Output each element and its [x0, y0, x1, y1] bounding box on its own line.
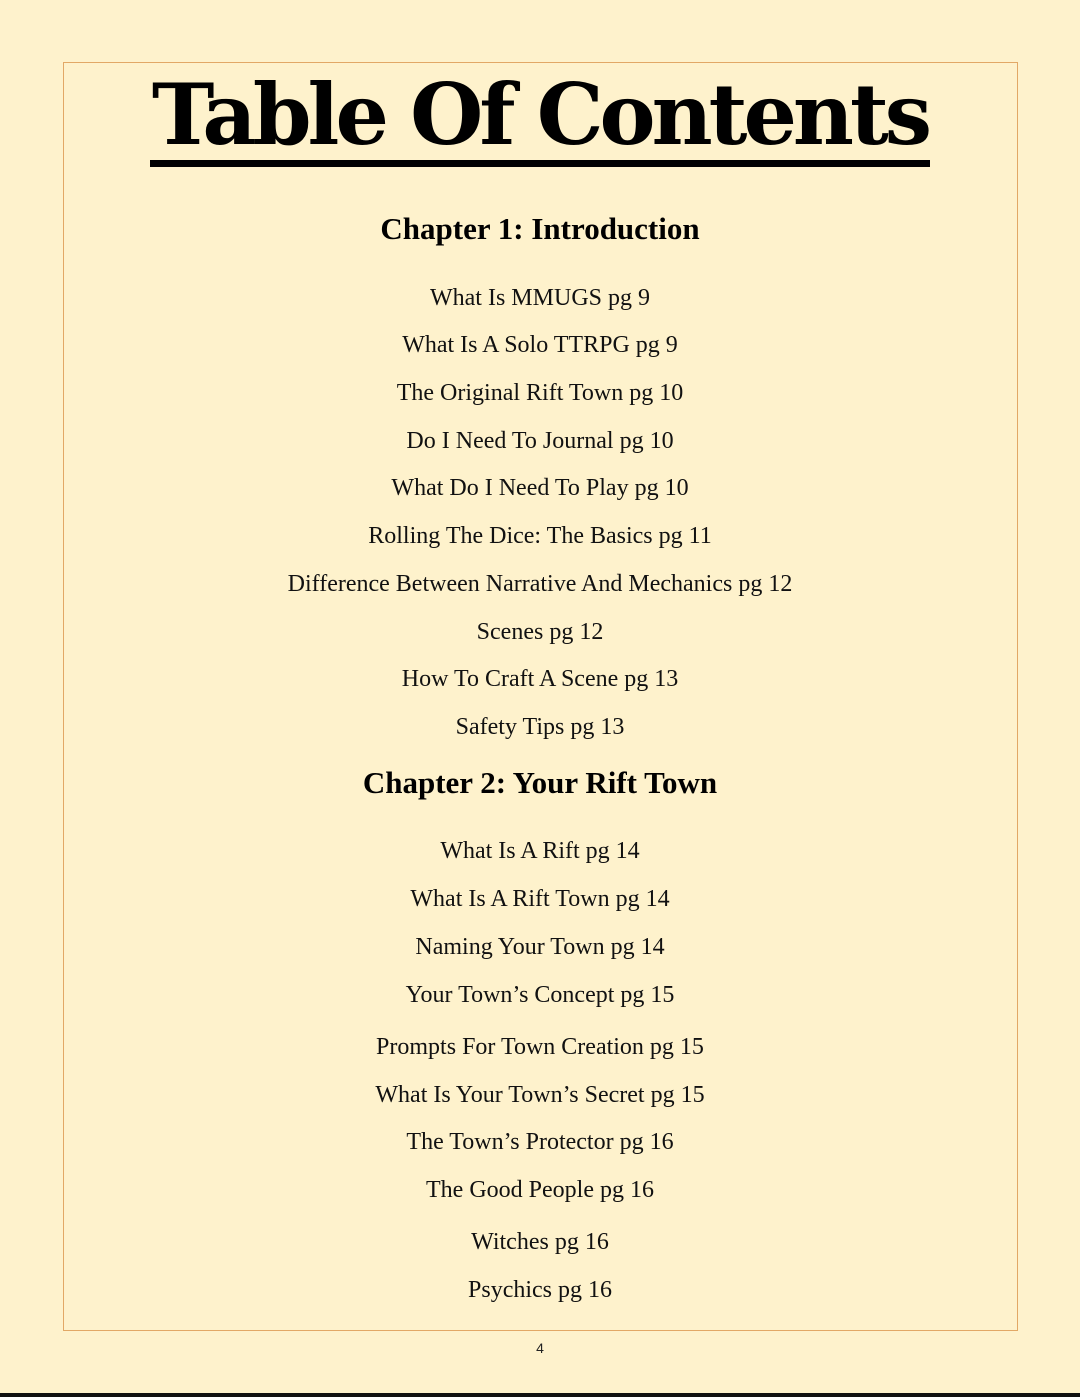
- toc-entry: What Do I Need To Play pg 10: [391, 475, 689, 501]
- toc-entry: How To Craft A Scene pg 13: [401, 666, 679, 692]
- toc-entry: Difference Between Narrative And Mechanics pg 12: [287, 571, 793, 597]
- toc-entry: What Is A Solo TTRPG pg 9: [402, 332, 678, 358]
- page-number: 4: [536, 1340, 544, 1356]
- toc-entry: The Town’s Protector pg 16: [406, 1129, 674, 1155]
- toc-entry: Witches pg 16: [471, 1229, 609, 1255]
- toc-entry: What Is A Rift Town pg 14: [410, 886, 670, 912]
- toc-entry: The Good People pg 16: [426, 1177, 654, 1203]
- toc-entry: The Original Rift Town pg 10: [396, 380, 684, 406]
- bottom-divider: [0, 1393, 1080, 1397]
- toc-entry: What Is Your Town’s Secret pg 15: [375, 1082, 705, 1108]
- toc-entry: What Is MMUGS pg 9: [430, 285, 650, 311]
- toc-entry: Psychics pg 16: [468, 1277, 612, 1303]
- toc-entry: Scenes pg 12: [476, 619, 604, 645]
- page-title: Table Of Contents: [0, 70, 1080, 167]
- chapter-1-heading: Chapter 1: Introduction: [380, 211, 700, 246]
- toc-entry: Naming Your Town pg 14: [415, 934, 665, 960]
- chapter-2-heading: Chapter 2: Your Rift Town: [362, 765, 718, 800]
- toc-entry: What Is A Rift pg 14: [440, 838, 640, 864]
- toc-entry: Do I Need To Journal pg 10: [406, 428, 674, 454]
- toc-entry: Your Town’s Concept pg 15: [405, 982, 675, 1008]
- toc-entry: Rolling The Dice: The Basics pg 11: [368, 523, 712, 549]
- toc-entry: Prompts For Town Creation pg 15: [376, 1034, 704, 1060]
- toc-entry: Safety Tips pg 13: [455, 714, 625, 740]
